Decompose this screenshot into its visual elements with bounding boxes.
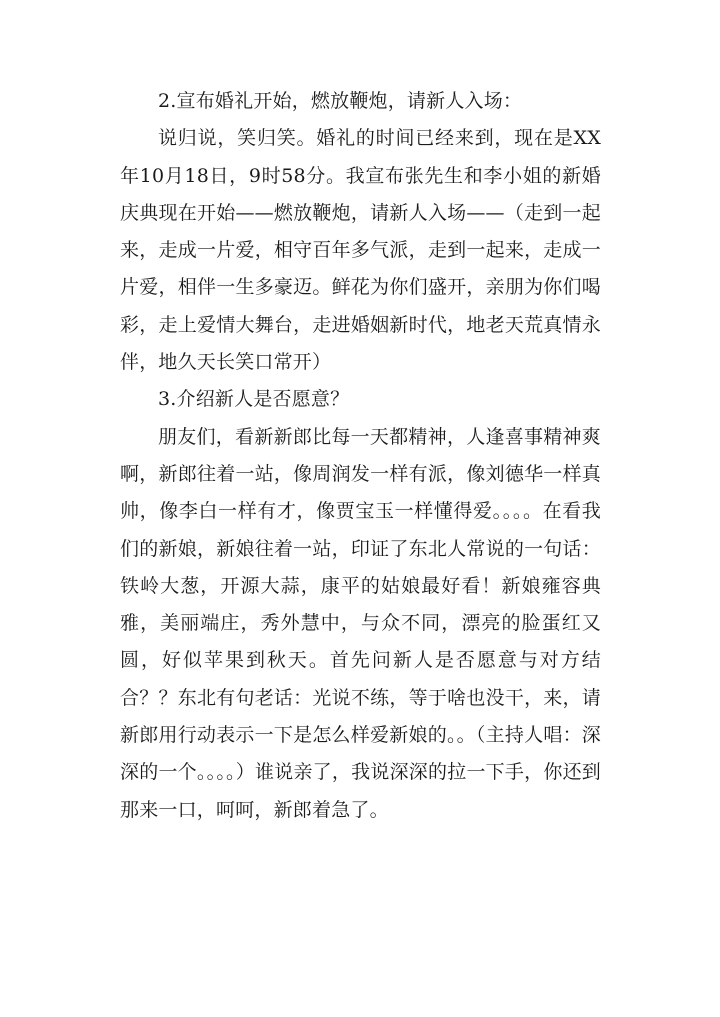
- section-heading-announce: 2.宣布婚礼开始，燃放鞭炮，请新人入场：: [158, 90, 523, 112]
- paragraph-introduce-couple: 朋友们，看新新郎比每一天都精神，人逢喜事精神爽啊，新郎往着一站，像周润发一样有派，像刘德华一样真帅，像李白一样有才，像贾宝玉一样懂得爱。。。。在看我们的新娘，新娘往着一站，印证了东北人常说的一句话：铁岭大葱，开源大蒜，康平的姑娘最好看！新娘雍容典雅，美丽端庄，秀外慧中，与众不同，漂亮的脸蛋红又圆，好似苹果到秋天。首先问新人是否愿意与对方结合？？东北有句老话：光说不练，等于啥也没干，来，请新郎用行动表示一下是怎么样爱新娘的。。（主持人唱：深深的一个。。。。）谁说亲了，我说深深的拉一下手，你还到那来一口，呵呵，新郎着急了。: [120, 425, 601, 821]
- document-page: [120, 83, 601, 829]
- section-heading-introduce: 3.介绍新人是否愿意？: [158, 388, 350, 411]
- paragraph-ceremony-start: 说归说，笑归笑。婚礼的时间已经来到，现在是XX年10月18日，9时58分。我宣布张先生和李小姐的新婚庆典现在开始——燃放鞭炮，请新人入场——（走到一起来，走成一片爱，相守百年多气派，走到一起来，走成一片爱，相伴一生多豪迈。鲜花为你们盛开，亲朋为你们喝彩，走上爱情大舞台，走进婚姻新时代，地老天荒真情永伴，地久天长笑口常开）: [120, 127, 601, 374]
